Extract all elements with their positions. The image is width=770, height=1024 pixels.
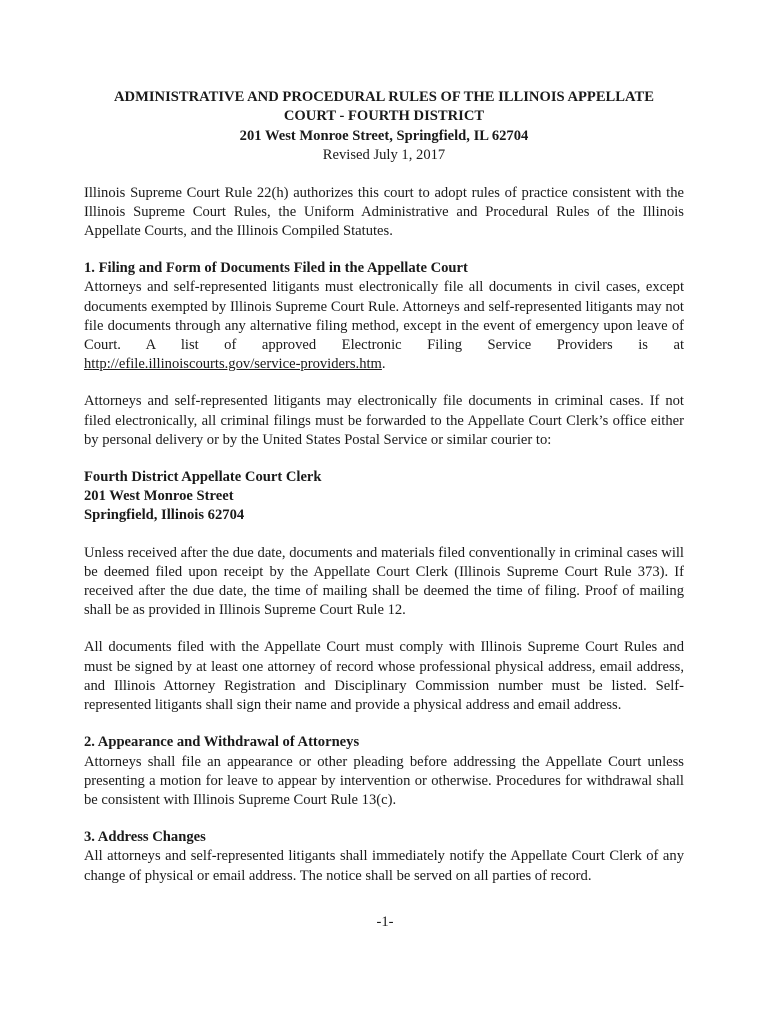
section-1-paragraph-1-end: . — [381, 356, 386, 373]
clerk-mailing-address — [84, 468, 684, 526]
section-1-paragraph-4: All documents filed with the Appellate Court must comply with Illinois Supreme Court Rules and must be signed by at least one attorney of record whose professional physical address, email address, and Illinois Attorney Registration and Disciplinary Commission number must be listed. Self-represented litigants shall sign their name and provide a physical address and email address. — [84, 639, 684, 714]
document-title-line1: ADMINISTRATIVE AND PROCEDURAL RULES OF THE ILLINOIS APPELLATE — [114, 89, 654, 105]
section-1-paragraph-1 — [84, 259, 684, 374]
clerk-address-line2: 201 West Monroe Street — [84, 488, 234, 505]
court-address: 201 West Monroe Street, Springfield, IL 62704 — [239, 127, 529, 144]
page-number: -1- — [376, 914, 394, 930]
document-title-line2: COURT - FOURTH DISTRICT — [283, 108, 485, 125]
section-2-body: Attorneys shall file an appearance or other pleading before addressing the Appellate Court unless presenting a motion for leave to appear by intervention or otherwise. Procedures for withdrawal shall be consistent with Illinois Supreme Court Rule 13(c). — [84, 753, 684, 808]
section-1-paragraph-2: Attorneys and self-represented litigants may electronically file documents in criminal cases. If not filed electronically, all criminal filings must be forwarded to the Appellate Court Clerk’s office either by personal delivery or by the United States Postal Service or similar courier to: — [84, 393, 684, 448]
revision-date: Revised July 1, 2017 — [322, 147, 446, 164]
section-1-paragraph-1-text: Attorneys and self-represented litigants must electronically file all documents in civil cases, except documents exempted by Illinois Supreme Court Rule. Attorneys and self-represented litigants may not file documents through any alternative filing method, except in the event of emergency upon leave of Court. A list of approved Electronic Filing Service Providers is at — [84, 279, 684, 354]
section-2 — [84, 733, 684, 810]
clerk-address-line3: Springfield, Illinois 62704 — [84, 507, 245, 524]
section-3-heading: 3. Address Changes — [84, 829, 206, 846]
section-3 — [84, 828, 684, 886]
section-1-paragraph-3: Unless received after the due date, documents and materials filed conventionally in criminal cases will be deemed filed upon receipt by the Appellate Court Clerk (Illinois Supreme Court Rule 373). If received after the due date, the time of mailing shall be deemed the time of filing. Proof of mailing shall be as provided in Illinois Supreme Court Rule 12. — [84, 544, 684, 619]
section-3-body: All attorneys and self-represented litigants shall immediately notify the Appellate Court Clerk of any change of physical or email address. The notice shall be served on all parties of record. — [84, 848, 684, 884]
section-1-heading: 1. Filing and Form of Documents Filed in the Appellate Court — [84, 260, 468, 277]
intro-paragraph: Illinois Supreme Court Rule 22(h) authorizes this court to adopt rules of practice consistent with the Illinois Supreme Court Rules, the Uniform Administrative and Procedural Rules of the Illinois Appellate Courts, and the Illinois Compiled Statutes. — [84, 184, 684, 240]
efile-providers-link[interactable]: http://efile.illinoiscourts.gov/service-providers.htm — [84, 356, 382, 373]
clerk-address-line1: Fourth District Appellate Court Clerk — [84, 469, 322, 486]
title-block — [84, 88, 684, 166]
section-2-heading: 2. Appearance and Withdrawal of Attorneys — [84, 734, 360, 751]
